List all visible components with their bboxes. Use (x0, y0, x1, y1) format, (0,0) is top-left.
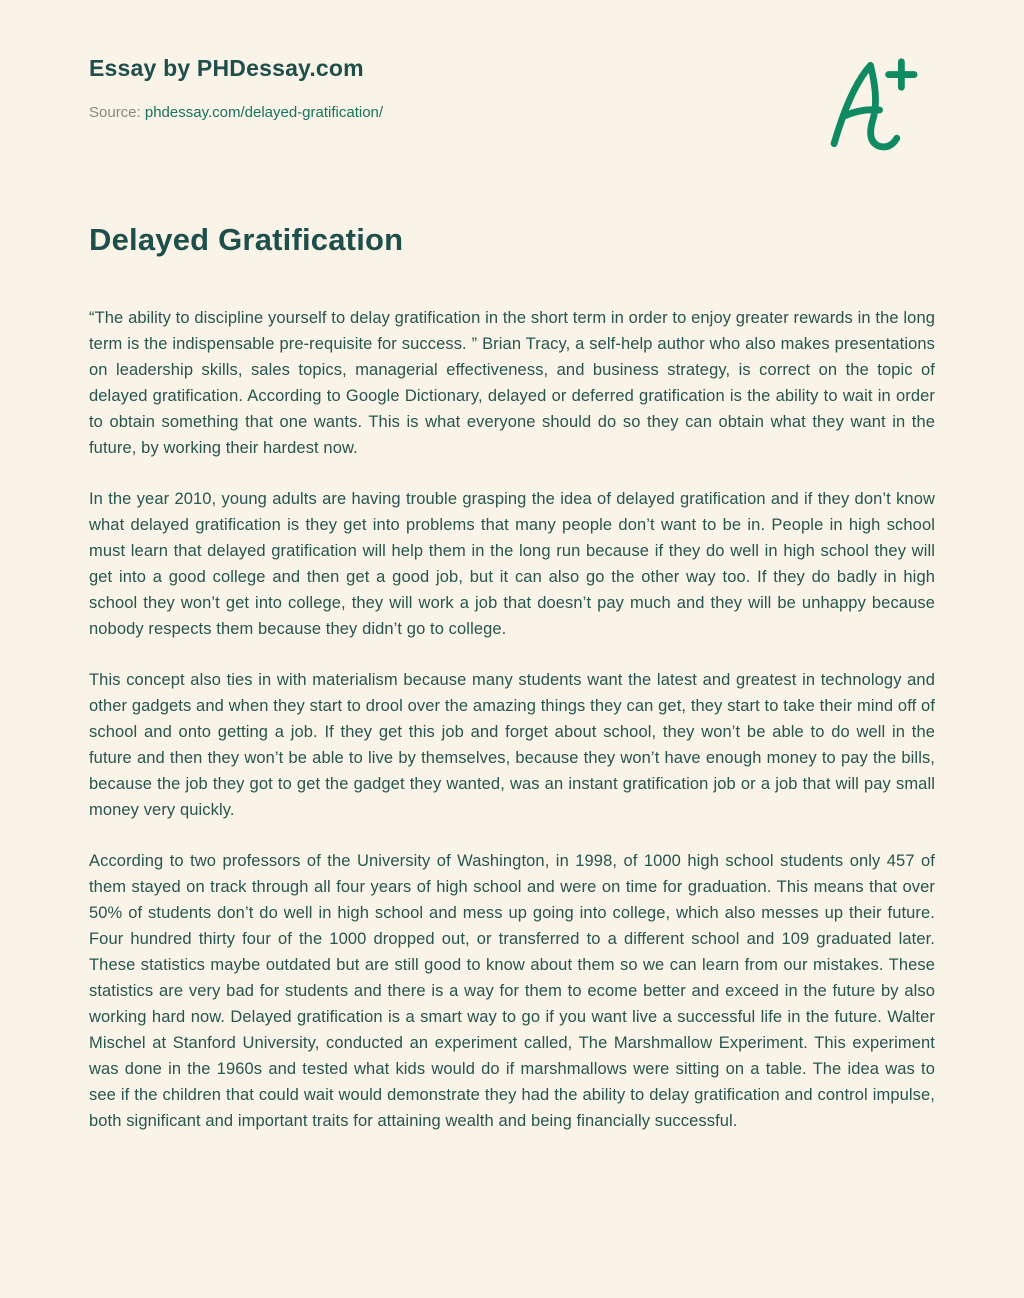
essay-paragraph-1: “The ability to discipline yourself to delay gratification in the short term in order to enjoy greater rewards in the long term is the indispensable pre-requisite for success. ” Brian Tracy, a self-help author who also makes presentations on leadership skills, sales topics, managerial effectiveness, and business strategy, is correct on the topic of delayed gratification. According to Google Dictionary, delayed or deferred gratification is the ability to wait in order to obtain something that one wants. This is what everyone should do so they can obtain what they want in the future, by working their hardest now. (89, 309, 935, 457)
source-line (89, 104, 383, 121)
source-label: Source: (89, 104, 141, 121)
essay-paragraph-3: This concept also ties in with materialism because many students want the latest and greatest in technology and other gadgets and when they start to drool over the amazing things they can get, they start to take their mind off of school and onto getting a job. If they get this job and forget about school, they won’t be able to do well in the future and then they won’t be able to live by themselves, because they won’t have enough money to pay the bills, because the job they got to get the gadget they wanted, was an instant gratification job or a job that will pay small money very quickly. (89, 670, 935, 819)
source-link[interactable]: phdessay.com/delayed-gratification/ (144, 104, 384, 121)
essay-by-title: Essay by PHDessay.com (89, 55, 364, 81)
essay-body (89, 306, 935, 1135)
page-header (89, 50, 935, 160)
essay-paragraph-4: According to two professors of the University of Washington, in 1998, of 1000 high school students only 457 of them stayed on track through all four years of high school and were on time for graduation. This means that over 50% of students don’t do well in high school and mess up going into college, which also messes up their future. Four hundred thirty four of the 1000 dropped out, or transferred to a different school and 109 graduated later. These statistics maybe outdated but are still good to know about them so we can learn from our mistakes. These statistics are very bad for students and there is a way for them to ecome better and exceed in the future by also working hard now. Delayed gratification is a smart way to go if you want live a successful life in the future. Walter Mischel at Stanford University, conducted an experiment called, The Marshmallow Experiment. This experiment was done in the 1960s and tested what kids would do if marshmallows were sitting on a table. The idea was to see if the children that could wait would demonstrate they had the ability to delay gratification and control impulse, both significant and important traits for attaining wealth and being financially successful. (89, 851, 935, 1130)
essay-paragraph-2: In the year 2010, young adults are having trouble grasping the idea of delayed gratification and if they don’t know what delayed gratification is they get into problems that many people don’t want to be in. People in high school must learn that delayed gratification will help them in the long run because if they do well in high school they will get into a good college and then get a good job, but it can also go the other way too. If they do badly in high school they won’t get into college, they will work a job that doesn’t pay much and they will be unhappy because nobody respects them because they didn’t go to college. (89, 489, 935, 638)
a-plus-logo-icon (825, 50, 925, 160)
essay-title: Delayed Gratification (89, 222, 404, 257)
